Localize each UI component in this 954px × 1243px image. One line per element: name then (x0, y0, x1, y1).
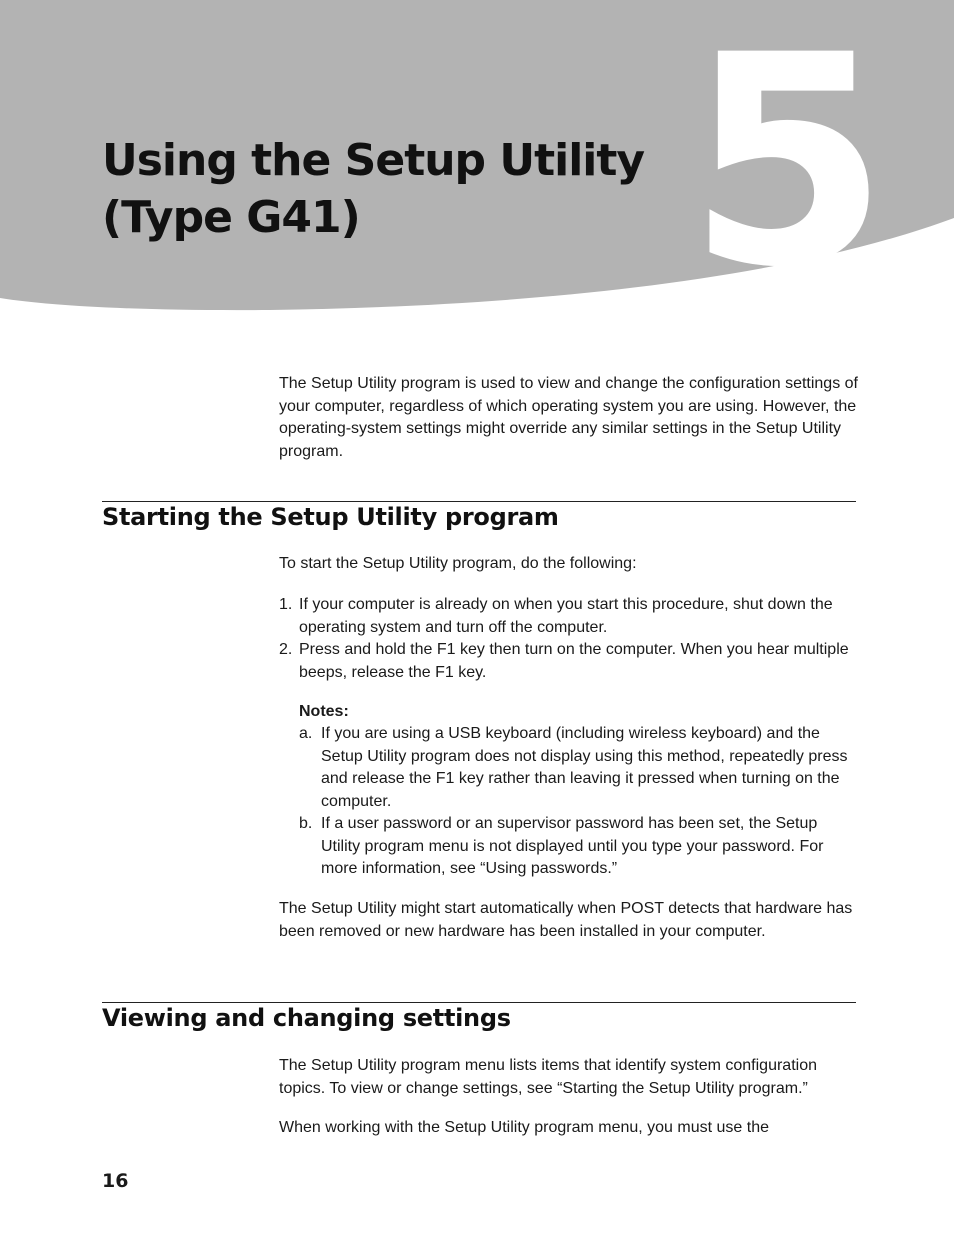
list-marker: 2. (279, 641, 293, 658)
settings-paragraph-1: The Setup Utility program menu lists items that identify system configuration topics. To view or change settings, see “Starting the Setup Utility program.” (279, 1057, 817, 1097)
list-item-text: If your computer is already on when you start this procedure, shut down the operating system and turn off the computer. (299, 596, 833, 636)
chapter-number: 5 (687, 0, 883, 331)
page-number: 16 (102, 1170, 129, 1192)
list-item (299, 813, 859, 881)
list-marker: b. (299, 815, 313, 832)
notes-heading: Notes: (299, 703, 349, 720)
list-item (279, 594, 859, 639)
list-item-text: Press and hold the F1 key then turn on the computer. When you hear multiple beeps, release the F1 key. (299, 641, 849, 681)
closing-paragraph: The Setup Utility might start automatically when POST detects that hardware has been removed or new hardware has been installed in your computer. (279, 900, 853, 940)
list-item-text: If a user password or an supervisor password has been set, the Setup Utility program menu is not displayed until you type your password. For more information, see “Using passwords.” (321, 815, 824, 877)
list-item (279, 639, 859, 684)
section-heading-viewing: Viewing and changing settings (102, 1004, 511, 1032)
chapter-title (102, 132, 644, 246)
section-heading-starting: Starting the Setup Utility program (102, 503, 559, 531)
chapter-title-line-2: (Type G41) (102, 192, 360, 243)
notes-list (299, 723, 859, 881)
list-item (299, 723, 859, 813)
list-marker: a. (299, 725, 313, 742)
steps-list (279, 594, 859, 684)
list-marker: 1. (279, 596, 293, 613)
chapter-title-line-1: Using the Setup Utility (102, 135, 645, 186)
settings-paragraph-2: When working with the Setup Utility program menu, you must use the (279, 1119, 769, 1136)
list-item-text: If you are using a USB keyboard (including wireless keyboard) and the Setup Utility program does not display using this method, repeatedly press and release the F1 key rather than leaving it pressed when turning on the computer. (321, 725, 848, 810)
intro-paragraph: The Setup Utility program is used to view and change the configuration settings of your computer, regardless of which operating system you are using. However, the operating-system settings might override any similar settings in the Setup Utility program. (279, 375, 858, 460)
section-lead: To start the Setup Utility program, do the following: (279, 555, 637, 572)
